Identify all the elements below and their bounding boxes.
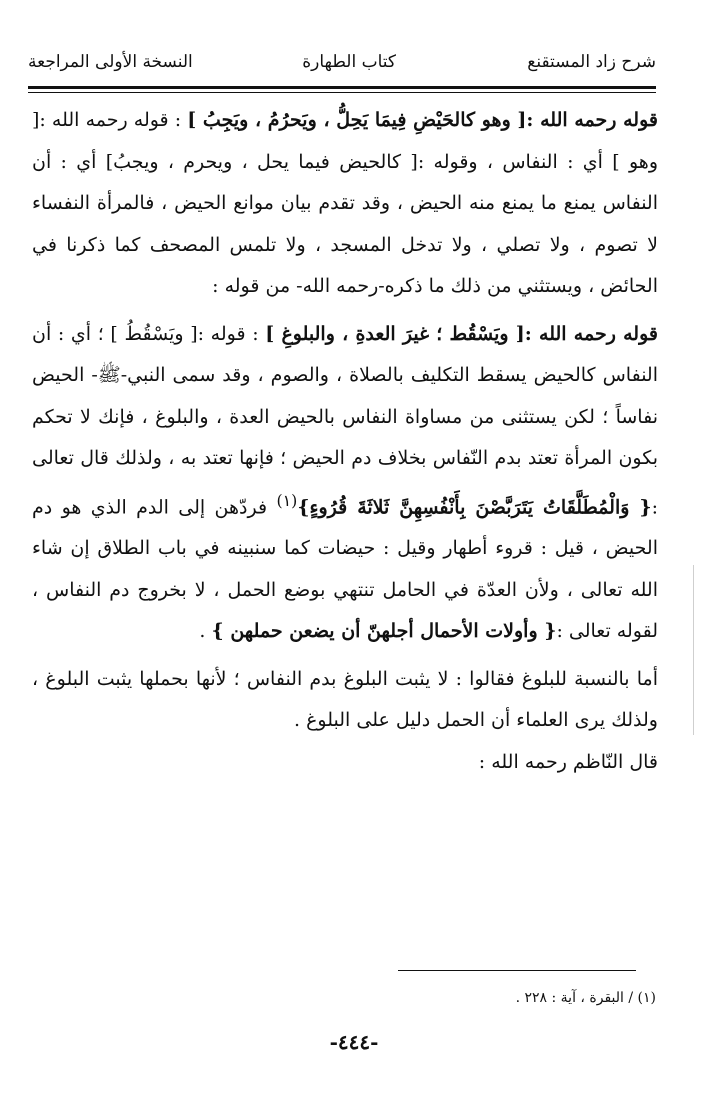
p1-text: : قوله رحمه الله :[ وهو ] أي : النفاس ، وقوله :[ كالحيض فيما يحل ، ويحرم ، ويجبُ] أي : أن النفاس يمنع ما يمنع منه الحيض ، وقد تقدم بيان موانع الحيض ، فالمرأة النفساء لا تصوم ، ولا تصلي ، ولا تدخل المسجد ، ولا تلمس المصحف كما ذكرنا في الحائض ، ويستثني من ذلك ما ذكره-رحمه الله- من قوله : xyxy=(32,109,658,297)
p2-text-b: فردّهن إلى الدم الذي هو دم الحيض ، قيل : قروء أطهار وقيل : حيضات كما سنبينه في باب الطلاق إن شاء الله تعالى ، ولأن العدّة في الحامل تنتهي بوضع الحمل ، لا بخروج دم النفاس ، لقوله تعالى : xyxy=(32,495,658,643)
edition-label: النسخة الأولى المراجعة xyxy=(28,52,193,72)
chapter-title: كتاب الطهارة xyxy=(302,52,396,72)
p2-text-a: : قوله :[ ويَسْقُطُ ] ؛ أي : أن النفاس كالحيض يسقط التكليف بالصلاة ، والصوم ، وقد سمى النبي-ﷺ- الحيض نفاساً ؛ لكن يستثنى من مساواة النفاس بالحيض العدة ، والبلوغ ، فإنك لا تحكم بكون المرأة تعتد بدم النّفاس بخلاف دم الحيض ؛ فإنها تعتد به ، ولذلك قال تعالى : xyxy=(32,322,658,518)
p2-matn: [ ويَسْقُط ؛ غيرَ العدةِ ، والبلوغِ ] xyxy=(265,322,525,345)
scan-edge-line xyxy=(693,565,694,735)
p1-lead: قوله رحمه الله : xyxy=(526,109,658,131)
page-number: -٤٤٤- xyxy=(329,1030,379,1054)
p1-matn: [ وهو كالحَيْضِ فِيمَا يَحِلُّ ، ويَحرُمُ ، ويَجِبُ ] xyxy=(187,109,527,131)
paragraph-3: أما بالنسبة للبلوغ فقالوا : لا يثبت البلوغ بدم النفاس ؛ لأنها بحملها يثبت البلوغ ، ولذلك يرى العلماء أن الحمل دليل على البلوغ . xyxy=(32,667,658,732)
header-rule-thin xyxy=(28,92,656,93)
quran-verse-1: { وَالْمُطَلَّقَاتُ يَتَرَبَّصْنَ بِأَنْفُسِهِنَّ ثَلاثَةَ قُرُوءٍ} xyxy=(297,495,652,518)
footnote: (١) / البقرة ، آية : ٢٢٨ . xyxy=(515,990,656,1006)
book-title: شرح زاد المستقنع xyxy=(527,52,656,72)
quran-verse-2: { وأولات الأحمال أجلهنّ أن يضعن حملهن } xyxy=(211,620,557,643)
page-body xyxy=(32,100,658,783)
paragraph-1 xyxy=(32,100,658,308)
paragraph-2 xyxy=(32,314,658,653)
p2-text-c: . xyxy=(199,620,212,643)
paragraph-4: قال النّاظم رحمه الله : xyxy=(478,750,658,773)
header-rule-thick xyxy=(28,86,656,89)
footnote-marker: (١) xyxy=(276,490,298,510)
p2-lead: قوله رحمه الله : xyxy=(524,322,658,345)
footnote-rule xyxy=(398,970,636,971)
running-header xyxy=(28,44,656,84)
